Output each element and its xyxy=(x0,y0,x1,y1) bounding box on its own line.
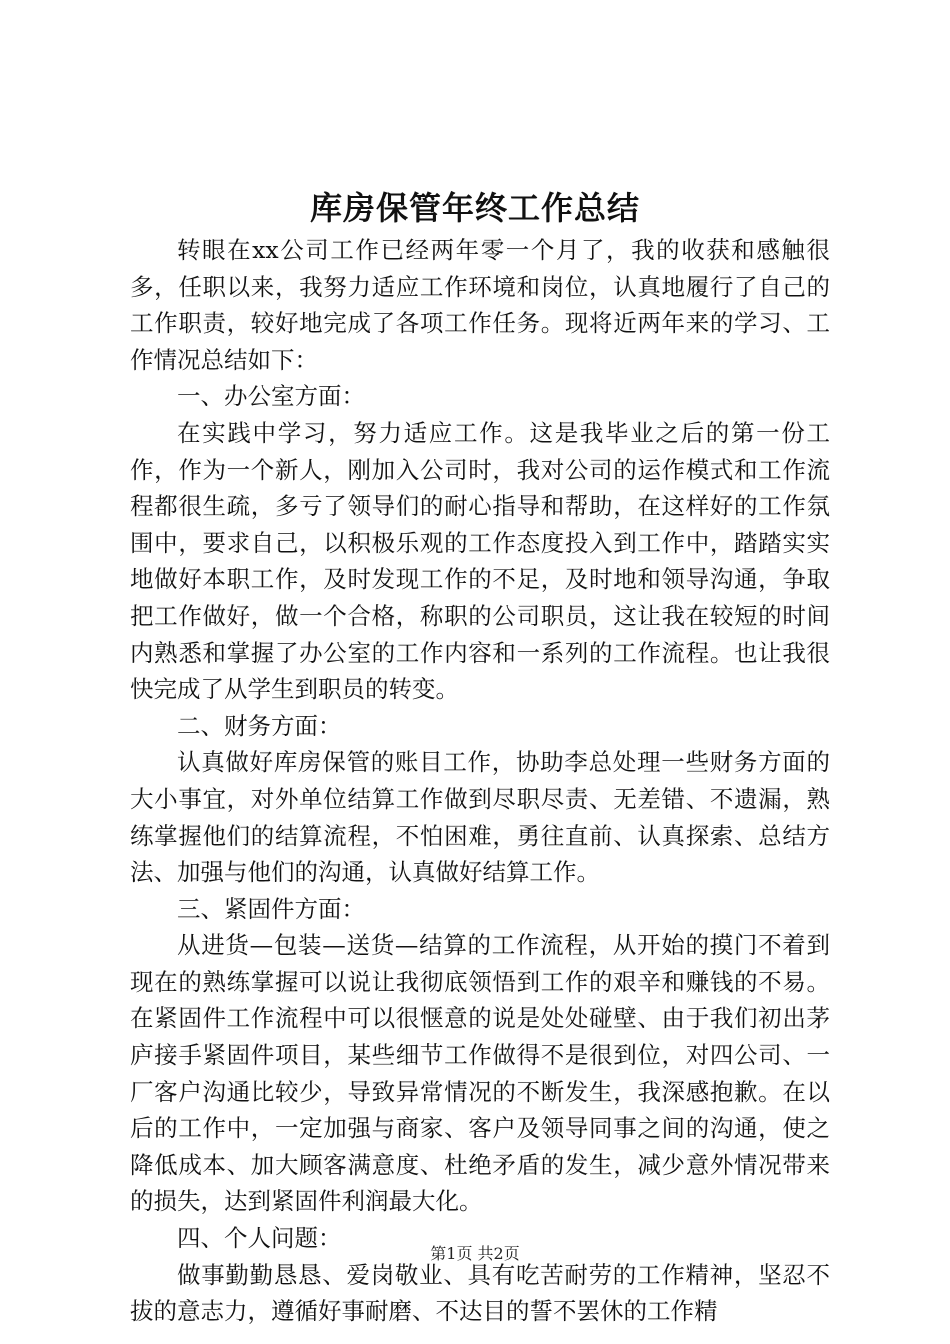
intro-paragraph: 转眼在xx公司工作已经两年零一个月了，我的收获和感触很多，任职以来，我努力适应工作环境和岗位，认真地履行了自己的工作职责，较好地完成了各项工作任务。现将近两年来的学习、工作情况总结如下： xyxy=(130,236,830,374)
section-heading-office: 一、办公室方面： xyxy=(177,382,365,411)
fasteners-paragraph: 从进货—包装—送货—结算的工作流程，从开始的摸门不着到现在的熟练掌握可以说让我彻底领悟到工作的艰辛和赚钱的不易。在紧固件工作流程中可以很惬意的说是处处碰壁、由于我们初出茅庐接手紧固件项目，某些细节工作做得不是很到位，对四公司、一厂客户沟通比较少，导致异常情况的不断发生，我深感抱歉。在以后的工作中，一定加强与商家、客户及领导同事之间的沟通，使之降低成本、加大顾客满意度、杜绝矛盾的发生，减少意外情况带来的损失，达到紧固件利润最大化。 xyxy=(130,931,830,1216)
section-heading-finance: 二、财务方面： xyxy=(177,711,342,740)
personal-paragraph: 做事勤勤恳恳、爱岗敬业、具有吃苦耐劳的工作精神，坚忍不拔的意志力，遵循好事耐磨、不达目的誓不罢休的工作精 xyxy=(130,1260,830,1326)
document-title: 库房保管年终工作总结 xyxy=(309,189,640,227)
section-heading-personal: 四、个人问题： xyxy=(177,1224,342,1253)
document-body xyxy=(130,232,830,1330)
finance-paragraph: 认真做好库房保管的账目工作，协助李总处理一些财务方面的大小事宜，对外单位结算工作做到尽职尽责、无差错、不遗漏，熟练掌握他们的结算流程，不怕困难，勇往直前、认真探索、总结方法、加强与他们的沟通，认真做好结算工作。 xyxy=(130,748,830,887)
section-heading-fasteners: 三、紧固件方面： xyxy=(177,894,365,923)
office-paragraph: 在实践中学习，努力适应工作。这是我毕业之后的第一份工作，作为一个新人，刚加入公司时，我对公司的运作模式和工作流程都很生疏，多亏了领导们的耐心指导和帮助，在这样好的工作氛围中，要求自己，以积极乐观的工作态度投入到工作中，踏踏实实地做好本职工作，及时发现工作的不足，及时地和领导沟通，争取把工作做好，做一个合格，称职的公司职员，这让我在较短的时间内熟悉和掌握了办公室的工作内容和一系列的工作流程。也让我很快完成了从学生到职员的转变。 xyxy=(130,418,830,704)
page-footer: 第1页 共2页 xyxy=(430,1244,520,1263)
